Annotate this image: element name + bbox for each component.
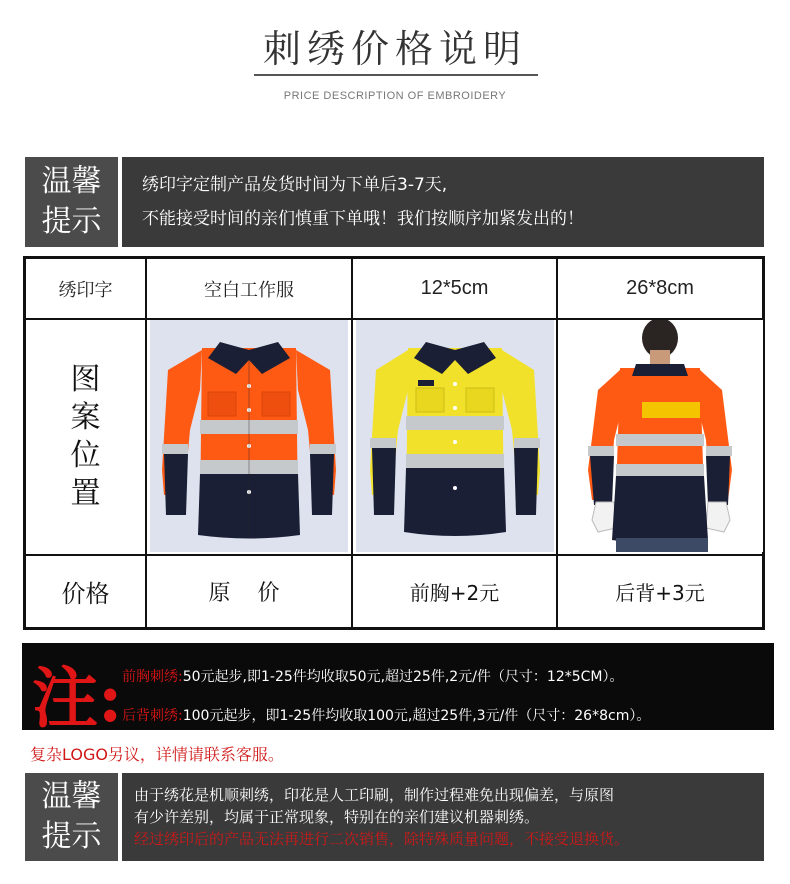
row-label-char: 位	[70, 438, 101, 473]
note-text-front: 50元起步,即1-25件均收取50元,超过25件,2元/件（尺寸：12*5CM）。	[182, 669, 624, 685]
notice-warning-line: 经过绣印后的产品无法再进行二次销售，除特殊质量问题，不接受退换货。	[134, 830, 630, 848]
table-header-cell: 绣印字	[26, 259, 147, 320]
price-front-chest: 前胸+2元	[353, 556, 558, 627]
note-mark: 注:	[32, 659, 123, 737]
page-title: 刺绣价格说明	[262, 27, 527, 71]
note-label-front: 前胸刺绣:	[122, 669, 183, 685]
note-label-back: 后背刺绣:	[122, 708, 183, 724]
notice-line: 绣印字定制产品发货时间为下单后3-7天,	[142, 175, 448, 195]
price-back: 后背+3元	[615, 581, 705, 605]
notice-tag-line2: 提示	[41, 204, 102, 239]
table-header-cell: 空白工作服	[147, 259, 353, 320]
complex-logo-note: 复杂LOGO另议，详情请联系客服。	[30, 745, 284, 764]
blank-workshirt-image	[150, 320, 348, 552]
page-subtitle: PRICE DESCRIPTION OF EMBROIDERY	[283, 90, 507, 102]
title-divider	[254, 74, 538, 76]
notice-tag	[25, 157, 118, 247]
notice-line: 有少许差别，均属于正常现象，特别在的亲们建议机器刺绣。	[134, 808, 540, 826]
pattern-position-label	[26, 320, 147, 556]
row-label-char: 案	[70, 400, 101, 435]
row-label-char: 图	[70, 362, 101, 397]
price-blank: 原 价	[147, 556, 353, 627]
embroidery-fee-note	[22, 643, 774, 737]
notice-tag-line1: 温馨	[41, 779, 102, 814]
notice-body	[122, 773, 764, 861]
table-header-cell: 26*8cm	[558, 259, 762, 320]
notice-tag-line1: 温馨	[41, 164, 102, 199]
notice-tag	[25, 773, 118, 861]
back-embroidery-image	[558, 320, 763, 552]
notice-line: 不能接受时间的亲们慎重下单哦！我们按顺序加紧发出的！	[142, 209, 584, 229]
notice-banner-bottom	[25, 773, 764, 861]
notice-body	[122, 157, 764, 247]
note-line-front	[122, 666, 624, 686]
front-chest-embroidery-image	[356, 320, 554, 552]
notice-line: 由于绣花是机顺刺绣，印花是人工印刷，制作过程难免出现偏差，与原图	[134, 786, 615, 804]
notice-banner-top	[25, 157, 764, 247]
note-text-back: 100元起步，即1-25件均收取100元,超过25件,3元/件（尺寸：26*8cm）。	[182, 708, 651, 724]
row-label-char: 置	[70, 476, 101, 511]
note-line-back	[122, 705, 650, 725]
notice-tag-line2: 提示	[41, 819, 102, 854]
table-header-cell: 12*5cm	[353, 259, 558, 320]
price-label: 价格	[26, 556, 147, 627]
